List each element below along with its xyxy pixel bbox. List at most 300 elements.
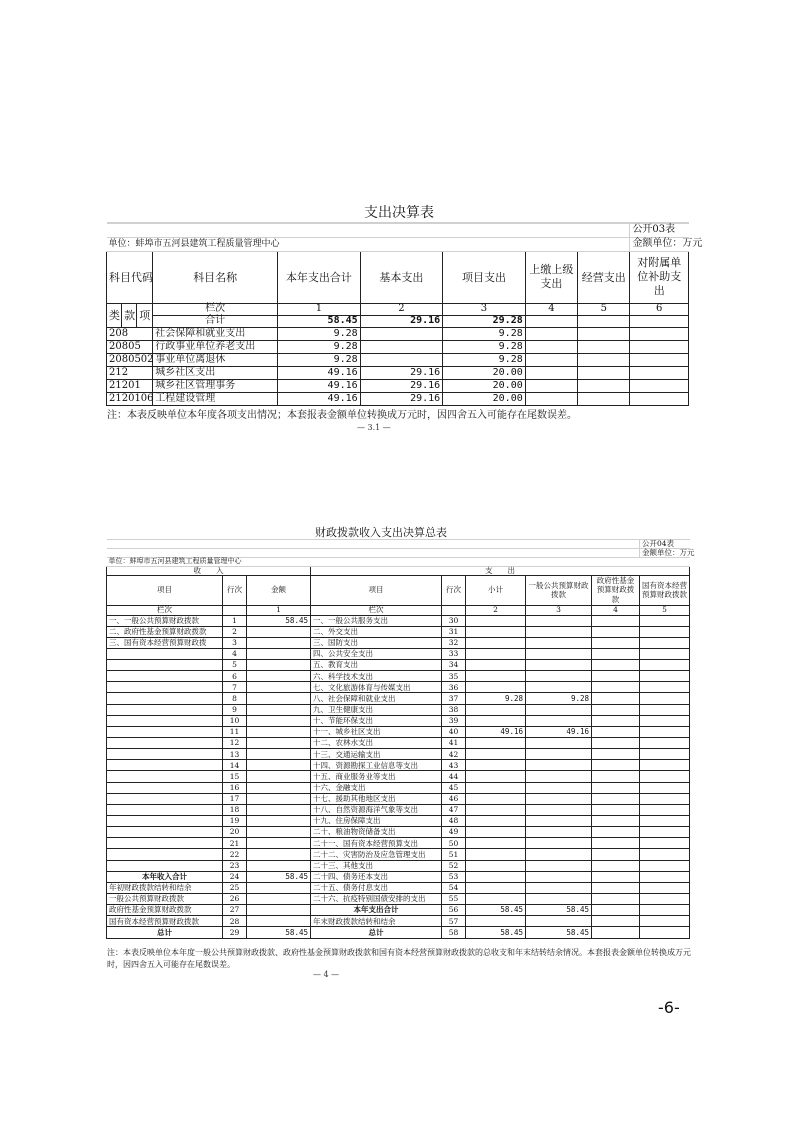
expense-capital — [640, 849, 690, 860]
income-amount — [247, 816, 311, 827]
row-basic — [360, 340, 443, 353]
expense-subtotal — [466, 793, 526, 804]
income-amount — [247, 671, 311, 682]
income-item — [107, 804, 223, 815]
expense-capital — [640, 726, 690, 737]
expense-line: 31 — [442, 626, 466, 637]
col-no-4: 4 — [592, 605, 640, 615]
income-line: 23 — [223, 860, 247, 871]
expense-capital — [640, 838, 690, 849]
expense-subtotal — [466, 882, 526, 893]
income-item: 一般公共预算财政拨款 — [107, 894, 223, 905]
expense-general — [526, 804, 592, 815]
expense-item: 本年支出合计 — [311, 905, 442, 916]
expense-subtotal — [466, 637, 526, 648]
header-subsidy: 对附属单位补助支出 — [630, 251, 689, 303]
table-row — [107, 816, 690, 827]
row-name: 工程建设管理 — [153, 392, 278, 405]
expense-fund — [592, 782, 640, 793]
col-no-2: 2 — [466, 605, 526, 615]
expense-line: 54 — [442, 882, 466, 893]
income-line: 2 — [223, 626, 247, 637]
expense-subtotal — [466, 838, 526, 849]
expense-subtotal — [466, 626, 526, 637]
money-unit: 金额单位：万元 — [630, 237, 689, 251]
expense-subtotal: 58.45 — [466, 905, 526, 916]
expense-fund — [592, 882, 640, 893]
expense-line: 34 — [442, 660, 466, 671]
table2-page-mark: — 4 — — [313, 970, 340, 979]
expense-capital — [640, 715, 690, 726]
income-amount: 58.45 — [247, 871, 311, 882]
expense-general — [526, 682, 592, 693]
income-amount — [247, 916, 311, 927]
expense-fund — [592, 916, 640, 927]
expense-item: 十四、资源勘探工业信息等支出 — [311, 760, 442, 771]
income-amount — [247, 760, 311, 771]
expense-header: 支 出 — [311, 566, 690, 575]
expense-capital — [640, 760, 690, 771]
expense-capital — [640, 860, 690, 871]
expense-capital — [640, 816, 690, 827]
expense-line: 42 — [442, 749, 466, 760]
row-basic — [360, 353, 443, 366]
expense-capital — [640, 648, 690, 659]
page-number: -6- — [658, 998, 680, 1017]
expense-subtotal — [466, 615, 526, 626]
income-item: 政府性基金预算财政拨款 — [107, 905, 223, 916]
expense-general — [526, 615, 592, 626]
income-item — [107, 760, 223, 771]
expense-fund — [592, 871, 640, 882]
header-project: 项目支出 — [443, 251, 526, 303]
expense-general — [526, 626, 592, 637]
income-line: 28 — [223, 916, 247, 927]
row-code: 20805 — [107, 340, 153, 353]
expense-fund — [592, 749, 640, 760]
expense-item: 五、教育支出 — [311, 660, 442, 671]
expense-line: 32 — [442, 637, 466, 648]
expense-subtotal — [466, 671, 526, 682]
col-no-5: 5 — [578, 303, 630, 315]
row-project: 9.28 — [443, 353, 526, 366]
income-line: 17 — [223, 793, 247, 804]
expense-fund — [592, 660, 640, 671]
income-item — [107, 648, 223, 659]
expense-line: 46 — [442, 793, 466, 804]
table-row — [107, 671, 690, 682]
row-project: 20.00 — [443, 392, 526, 405]
expense-fund — [592, 738, 640, 749]
expense-line: 48 — [442, 816, 466, 827]
table-row — [107, 827, 690, 838]
table-row — [107, 894, 690, 905]
expense-fund — [592, 793, 640, 804]
expense-capital — [640, 660, 690, 671]
header-kuan: 款 — [122, 303, 137, 327]
table-row — [107, 615, 690, 626]
expense-fund — [592, 693, 640, 704]
expense-capital — [640, 626, 690, 637]
header-lei: 类 — [107, 303, 122, 327]
income-amount — [247, 715, 311, 726]
expense-capital — [640, 704, 690, 715]
income-amount: 58.45 — [247, 927, 311, 938]
expense-fund — [592, 905, 640, 916]
header-xiang: 项 — [137, 303, 153, 327]
expense-general — [526, 637, 592, 648]
expense-item: 九、卫生健康支出 — [311, 704, 442, 715]
expense-general — [526, 671, 592, 682]
income-item — [107, 838, 223, 849]
fiscal-summary-table — [106, 522, 695, 939]
col-no-4: 4 — [525, 303, 577, 315]
expense-fund — [592, 715, 640, 726]
expense-line: 43 — [442, 760, 466, 771]
expense-general — [526, 860, 592, 871]
table-row — [107, 682, 690, 693]
expense-capital — [640, 671, 690, 682]
income-item — [107, 715, 223, 726]
table-row — [107, 905, 690, 916]
expense-subtotal — [466, 715, 526, 726]
expense-subtotal — [466, 760, 526, 771]
income-item: 三、国有资本经营预算财政拨 — [107, 637, 223, 648]
header-upper: 上缴上级支出 — [525, 251, 577, 303]
expense-general — [526, 882, 592, 893]
expense-general: 49.16 — [526, 726, 592, 737]
income-item: 总计 — [107, 927, 223, 938]
income-amount — [247, 827, 311, 838]
expense-item: 七、文化旅游体育与传媒支出 — [311, 682, 442, 693]
expense-subtotal — [466, 827, 526, 838]
expense-line: 41 — [442, 738, 466, 749]
expense-line: 56 — [442, 905, 466, 916]
expense-general — [526, 648, 592, 659]
lanci-label: 栏次 — [107, 605, 223, 615]
header-code: 科目代码 — [107, 251, 153, 303]
expense-item: 十六、金融支出 — [311, 782, 442, 793]
income-line: 8 — [223, 693, 247, 704]
expense-fund — [592, 927, 640, 938]
expense-capital — [640, 827, 690, 838]
expense-line: 39 — [442, 715, 466, 726]
expense-subtotal — [466, 749, 526, 760]
col-no-6: 6 — [630, 303, 689, 315]
income-item: 一、一般公共预算财政拨款 — [107, 615, 223, 626]
income-amount — [247, 782, 311, 793]
row-total: 9.28 — [278, 353, 361, 366]
row-name: 社会保障和就业支出 — [153, 327, 278, 340]
expense-capital — [640, 771, 690, 782]
expense-item: 十八、自然资源海洋气象等支出 — [311, 804, 442, 815]
income-line: 21 — [223, 838, 247, 849]
income-item: 本年收入合计 — [107, 871, 223, 882]
expense-item: 四、公共安全支出 — [311, 648, 442, 659]
table-row — [107, 637, 690, 648]
row-total: 9.28 — [278, 327, 361, 340]
lanci-label: 栏次 — [311, 605, 442, 615]
table-row — [107, 392, 689, 405]
unit-label: 单位：蚌埠市五河县建筑工程质量管理中心 — [107, 557, 690, 566]
expense-general — [526, 838, 592, 849]
expense-capital — [640, 615, 690, 626]
expense-fund — [592, 626, 640, 637]
income-line: 14 — [223, 760, 247, 771]
expense-subtotal — [466, 682, 526, 693]
income-line: 29 — [223, 927, 247, 938]
expense-subtotal: 58.45 — [466, 927, 526, 938]
expense-line: 35 — [442, 671, 466, 682]
expense-fund — [592, 860, 640, 871]
row-project: 9.28 — [443, 327, 526, 340]
expense-capital — [640, 882, 690, 893]
expenditure-table — [106, 196, 703, 406]
income-item — [107, 660, 223, 671]
expense-general: 58.45 — [526, 927, 592, 938]
income-line: 10 — [223, 715, 247, 726]
income-item — [107, 749, 223, 760]
income-line: 3 — [223, 637, 247, 648]
expense-item: 二十、粮油物资储备支出 — [311, 827, 442, 838]
expense-capital — [640, 782, 690, 793]
income-line: 24 — [223, 871, 247, 882]
row-name: 城乡社区支出 — [153, 366, 278, 379]
expense-capital — [640, 793, 690, 804]
expense-item: 二十三、其他支出 — [311, 860, 442, 871]
expense-general — [526, 782, 592, 793]
header-line: 行次 — [442, 575, 466, 605]
expense-general — [526, 771, 592, 782]
row-name: 事业单位离退休 — [153, 353, 278, 366]
table-row — [107, 340, 689, 353]
expense-subtotal — [466, 849, 526, 860]
income-amount — [247, 894, 311, 905]
expense-item: 一、一般公共服务支出 — [311, 615, 442, 626]
income-item — [107, 793, 223, 804]
income-item — [107, 704, 223, 715]
income-line: 12 — [223, 738, 247, 749]
expense-general — [526, 793, 592, 804]
col-no-1: 1 — [278, 303, 361, 315]
expense-subtotal — [466, 782, 526, 793]
expense-subtotal — [466, 894, 526, 905]
table-row — [107, 715, 690, 726]
income-header: 收 入 — [107, 566, 311, 575]
expense-capital — [640, 738, 690, 749]
table-row — [107, 838, 690, 849]
expense-capital — [640, 894, 690, 905]
expense-subtotal — [466, 660, 526, 671]
total-project: 29.28 — [443, 315, 526, 327]
expense-general — [526, 816, 592, 827]
expense-fund — [592, 637, 640, 648]
expense-general — [526, 738, 592, 749]
header-capital: 国有资本经营预算财政拨款 — [640, 575, 690, 605]
row-basic — [360, 327, 443, 340]
expense-line: 40 — [442, 726, 466, 737]
expense-general — [526, 704, 592, 715]
income-line: 16 — [223, 782, 247, 793]
header-total: 本年支出合计 — [278, 251, 361, 303]
col-no-3: 3 — [443, 303, 526, 315]
row-basic: 29.16 — [360, 379, 443, 392]
income-line: 18 — [223, 804, 247, 815]
col-no-3: 3 — [526, 605, 592, 615]
expense-fund — [592, 827, 640, 838]
total-basic: 29.16 — [360, 315, 443, 327]
income-line: 19 — [223, 816, 247, 827]
row-project: 9.28 — [443, 340, 526, 353]
expense-general — [526, 894, 592, 905]
row-basic: 29.16 — [360, 392, 443, 405]
income-amount — [247, 860, 311, 871]
income-amount — [247, 838, 311, 849]
income-item — [107, 816, 223, 827]
table-row — [107, 648, 690, 659]
expense-capital — [640, 804, 690, 815]
expense-line: 51 — [442, 849, 466, 860]
expense-general — [526, 760, 592, 771]
row-total: 49.16 — [278, 366, 361, 379]
income-amount — [247, 660, 311, 671]
header-item: 项目 — [311, 575, 442, 605]
table-row — [107, 626, 690, 637]
expense-general: 9.28 — [526, 693, 592, 704]
fiscal-summary-rows — [107, 615, 690, 938]
expense-line: 44 — [442, 771, 466, 782]
expense-line: 38 — [442, 704, 466, 715]
expense-fund — [592, 838, 640, 849]
table-row — [107, 353, 689, 366]
row-name: 城乡社区管理事务 — [153, 379, 278, 392]
income-line: 25 — [223, 882, 247, 893]
row-total: 49.16 — [278, 392, 361, 405]
row-code: 2120106 — [107, 392, 153, 405]
table-row — [107, 379, 689, 392]
header-line: 行次 — [223, 575, 247, 605]
income-amount: 58.45 — [247, 615, 311, 626]
income-line: 13 — [223, 749, 247, 760]
header-name: 科目名称 — [153, 251, 278, 303]
expense-capital — [640, 916, 690, 927]
table-row — [107, 804, 690, 815]
expense-capital — [640, 927, 690, 938]
header-business: 经营支出 — [578, 251, 630, 303]
income-item — [107, 782, 223, 793]
expense-item: 十七、援助其他地区支出 — [311, 793, 442, 804]
expense-capital — [640, 749, 690, 760]
table2-note: 注：本表反映单位本年度一般公共预算财政拨款、政府性基金预算财政拨款和国有资本经营预算财政拨款的总收支和年末结转结余情况。本套报表金额单位转换成万元时，因四舍五入可能存在尾数误差。 — [107, 948, 691, 969]
total-label: 合计 — [153, 315, 278, 327]
income-amount — [247, 682, 311, 693]
expense-line: 47 — [442, 804, 466, 815]
expense-fund — [592, 726, 640, 737]
expense-capital — [640, 905, 690, 916]
expense-line: 37 — [442, 693, 466, 704]
expense-general — [526, 827, 592, 838]
table1-title: 支出决算表 — [364, 205, 434, 221]
table-row — [107, 693, 690, 704]
expense-item: 二、外交支出 — [311, 626, 442, 637]
row-total: 9.28 — [278, 340, 361, 353]
expense-item: 六、科学技术支出 — [311, 671, 442, 682]
lanci-label: 栏次 — [153, 303, 278, 315]
income-amount — [247, 804, 311, 815]
income-item — [107, 671, 223, 682]
expense-general — [526, 849, 592, 860]
expense-line: 49 — [442, 827, 466, 838]
expense-item: 十九、住房保障支出 — [311, 816, 442, 827]
expense-item: 十、节能环保支出 — [311, 715, 442, 726]
row-code: 21201 — [107, 379, 153, 392]
table-row — [107, 871, 690, 882]
expense-line: 53 — [442, 871, 466, 882]
expense-item: 三、国防支出 — [311, 637, 442, 648]
header-general: 一般公共预算财政拨款 — [526, 575, 592, 605]
table1-page-mark: — 3.1 — — [357, 423, 391, 432]
expense-capital — [640, 871, 690, 882]
expense-line: 50 — [442, 838, 466, 849]
table2-title: 财政拨款收入支出决算总表 — [315, 526, 447, 539]
income-item — [107, 849, 223, 860]
row-code: 208 — [107, 327, 153, 340]
table-row — [107, 327, 689, 340]
expense-fund — [592, 804, 640, 815]
expense-subtotal — [466, 648, 526, 659]
income-amount — [247, 626, 311, 637]
income-item — [107, 726, 223, 737]
expense-item: 二十二、灾害防治及应急管理支出 — [311, 849, 442, 860]
expense-subtotal — [466, 771, 526, 782]
total-sum: 58.45 — [278, 315, 361, 327]
table-row — [107, 916, 690, 927]
expense-subtotal — [466, 860, 526, 871]
income-line: 9 — [223, 704, 247, 715]
table-row — [107, 849, 690, 860]
income-line: 22 — [223, 849, 247, 860]
expense-item: 二十五、债务付息支出 — [311, 882, 442, 893]
expense-line: 36 — [442, 682, 466, 693]
income-line: 20 — [223, 827, 247, 838]
expense-item: 总计 — [311, 927, 442, 938]
money-unit: 金额单位：万元 — [640, 548, 690, 557]
income-item: 国有资本经营预算财政拨款 — [107, 916, 223, 927]
income-item: 二、政府性基金预算财政拨款 — [107, 626, 223, 637]
expense-item: 十一、城乡社区支出 — [311, 726, 442, 737]
table1-note: 注：本表反映单位本年度各项支出情况；本套报表金额单位转换成万元时，因四舍五入可能存在尾数误差。 — [107, 410, 577, 421]
table-row — [107, 782, 690, 793]
col-no-1: 1 — [247, 605, 311, 615]
table-row — [107, 793, 690, 804]
income-line: 1 — [223, 615, 247, 626]
income-amount — [247, 637, 311, 648]
table-row — [107, 749, 690, 760]
expense-subtotal — [466, 871, 526, 882]
income-line: 6 — [223, 671, 247, 682]
expense-subtotal — [466, 704, 526, 715]
income-item — [107, 860, 223, 871]
income-amount — [247, 704, 311, 715]
expense-fund — [592, 682, 640, 693]
expense-item: 年末财政拨款结转和结余 — [311, 916, 442, 927]
income-line: 7 — [223, 682, 247, 693]
table-row — [107, 738, 690, 749]
income-item: 年初财政拨款结转和结余 — [107, 882, 223, 893]
income-line: 15 — [223, 771, 247, 782]
expense-general — [526, 871, 592, 882]
expense-subtotal — [466, 916, 526, 927]
